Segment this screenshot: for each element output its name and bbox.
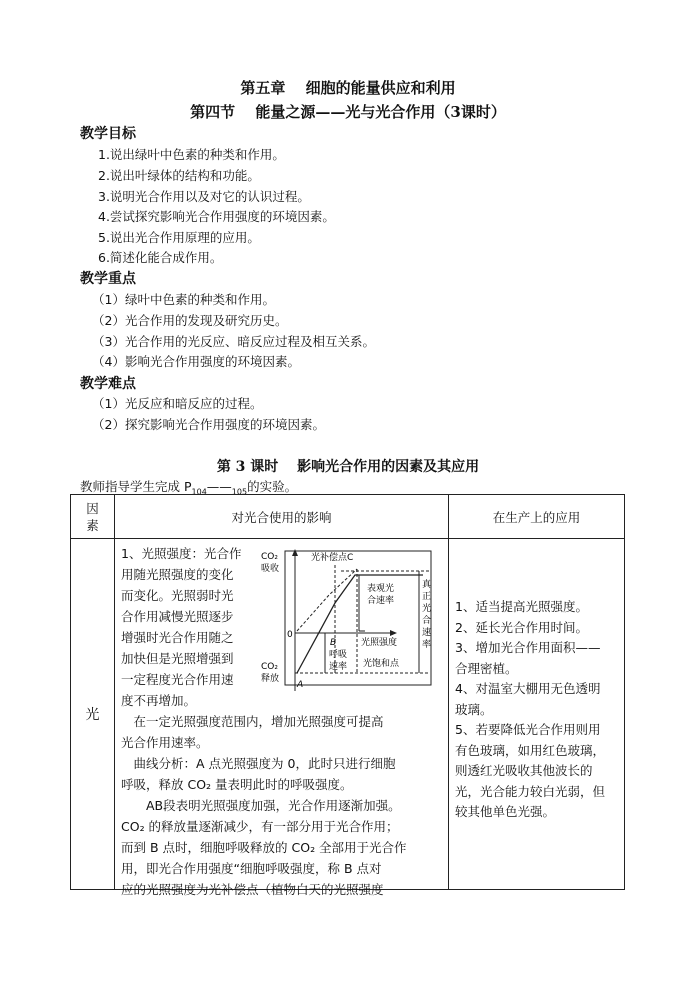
application-line: 4、对温室大棚用无色透明 bbox=[455, 681, 601, 696]
application-line: 2、延长光合作用时间。 bbox=[455, 619, 588, 635]
application-line: 则透红光吸收其他波长的 bbox=[455, 763, 593, 778]
effect-line: 光合作用速率。 bbox=[121, 735, 209, 750]
key-point-item: （1）绿叶中色素的种类和作用。 bbox=[92, 292, 275, 307]
effect-line: 应的光照强度为光补偿点（植物白天的光照强度 bbox=[121, 882, 384, 897]
section-title: 第四节 能量之源——光与光合作用（3课时） bbox=[190, 103, 506, 121]
effect-intro-line: 度不再增加。 bbox=[121, 693, 197, 708]
true-rate-char: 真 bbox=[422, 580, 432, 590]
origin-label: 0 bbox=[287, 630, 293, 640]
intro-page-start: 104 bbox=[191, 487, 207, 497]
y-axis-arrow bbox=[292, 549, 298, 556]
goal-item: 6.简述化能合成作用。 bbox=[98, 250, 223, 265]
effect-intro-line: 合作用减慢光照逐步 bbox=[121, 609, 234, 624]
net-rate-curve bbox=[297, 575, 423, 673]
key-points-heading: 教学重点 bbox=[80, 271, 136, 287]
key-point-item: （3）光合作用的光反应、暗反应过程及相互关系。 bbox=[92, 334, 375, 349]
effect-intro-line: 用随光照强度的变化 bbox=[121, 567, 234, 582]
x-axis-label: 光照强度 bbox=[361, 638, 398, 648]
true-rate-char: 光 bbox=[422, 604, 432, 614]
application-line: 玻璃。 bbox=[455, 701, 493, 717]
application-line: 3、增加光合作用面积—— bbox=[455, 640, 601, 655]
factor-cell: 光 bbox=[71, 539, 115, 890]
application-line: 较其他单色光强。 bbox=[455, 804, 556, 819]
application-cell bbox=[449, 539, 625, 890]
goals-heading: 教学目标 bbox=[80, 126, 136, 142]
goal-item: 5.说出光合作用原理的应用。 bbox=[98, 230, 260, 245]
goal-item: 2.说出叶绿体的结构和功能。 bbox=[98, 168, 260, 183]
effect-intro-line: 而变化。光照弱时光 bbox=[121, 588, 234, 603]
application-line: 有色玻璃，如用红色玻璃， bbox=[455, 742, 606, 758]
x-axis-arrow bbox=[390, 630, 397, 636]
table-header-row bbox=[71, 495, 625, 539]
effect-analysis bbox=[121, 711, 407, 900]
effect-line: AB段表明光照强度加强，光合作用逐渐加强。 bbox=[121, 798, 401, 813]
intro-suffix: 的实验。 bbox=[247, 479, 298, 494]
effect-line: 曲线分析：A 点光照强度为 0，此时只进行细胞 bbox=[121, 756, 396, 771]
apparent-rate-line2: 合速率 bbox=[367, 596, 395, 606]
lesson-title: 第 3 课时 影响光合作用的因素及其应用 bbox=[216, 459, 480, 475]
application-line: 光，光合能力较白光弱，但 bbox=[455, 783, 606, 799]
effect-intro-line: 加快但是光照增强到 bbox=[121, 651, 234, 666]
goal-item: 3.说明光合作用以及对它的认识过程。 bbox=[98, 189, 310, 204]
light-intensity-graph bbox=[259, 545, 447, 695]
y-bottom-label-co2: CO₂ bbox=[261, 662, 278, 672]
key-point-item: （2）光合作用的发现及研究历史。 bbox=[92, 313, 288, 328]
true-rate-char: 合 bbox=[422, 616, 432, 626]
effect-line: 在一定光照强度范围内，增加光照强度可提高 bbox=[121, 714, 384, 729]
point-a-label: A bbox=[297, 680, 304, 690]
goal-item: 1.说出绿叶中色素的种类和作用。 bbox=[98, 147, 285, 162]
header-factor bbox=[71, 495, 115, 539]
factor-table bbox=[70, 494, 625, 897]
point-c-label: 光补偿点C bbox=[311, 553, 354, 563]
header-application: 在生产上的应用 bbox=[449, 495, 625, 539]
respiration-label-1: 呼吸 bbox=[329, 650, 348, 660]
effect-line: CO₂ 的释放量逐渐减少，有一部分用于光合作用； bbox=[121, 819, 399, 834]
intro-page-end: 105 bbox=[231, 487, 248, 497]
y-top-label-co2: CO₂ bbox=[261, 552, 278, 562]
effect-line: 而到 B 点时，细胞呼吸释放的 CO₂ 全部用于光合作 bbox=[121, 840, 407, 855]
gross-rate-curve bbox=[297, 569, 357, 631]
y-top-label-absorb: 吸收 bbox=[261, 564, 280, 574]
header-factor-text: 因素 bbox=[86, 500, 99, 533]
effect-intro-line: 一定程度光合作用速 bbox=[121, 672, 234, 687]
intro-prefix: 教师指导学生完成 P bbox=[80, 479, 192, 494]
table-row bbox=[71, 539, 625, 890]
application-line: 5、若要降低光合作用则用 bbox=[455, 722, 601, 737]
chapter-title: 第五章 细胞的能量供应和利用 bbox=[240, 79, 456, 97]
effect-line: 用，即光合作用强度“细胞呼吸强度，称 B 点对 bbox=[121, 861, 382, 876]
effect-cell bbox=[115, 539, 449, 897]
application-line: 1、适当提高光照强度。 bbox=[455, 599, 588, 614]
effect-line: 呼吸，释放 CO₂ 量表明此时的呼吸强度。 bbox=[121, 777, 353, 792]
difficulties-heading: 教学难点 bbox=[80, 376, 136, 392]
apparent-rate-line1: 表观光 bbox=[367, 584, 395, 594]
true-rate-char: 速 bbox=[422, 628, 432, 638]
application-line: 合理密植。 bbox=[455, 660, 518, 676]
respiration-label-2: 速率 bbox=[329, 662, 348, 672]
point-b-label: B bbox=[330, 638, 337, 648]
header-effect: 对光合使用的影响 bbox=[115, 495, 449, 539]
intro-dash: —— bbox=[206, 479, 232, 494]
effect-intro-line: 增强时光合作用随之 bbox=[121, 630, 234, 645]
true-rate-char: 正 bbox=[422, 592, 432, 602]
difficulty-item: （2）探究影响光合作用强度的环境因素。 bbox=[92, 417, 325, 432]
difficulty-item: （1）光反应和暗反应的过程。 bbox=[92, 396, 263, 411]
saturation-label: 光饱和点 bbox=[363, 659, 400, 669]
effect-intro bbox=[121, 543, 241, 711]
effect-intro-line: 1、光照强度：光合作 bbox=[121, 546, 242, 561]
true-rate-char: 率 bbox=[422, 640, 432, 650]
y-bottom-label-release: 释放 bbox=[261, 674, 280, 684]
goal-item: 4.尝试探究影响光合作用强度的环境因素。 bbox=[98, 209, 335, 224]
key-point-item: （4）影响光合作用强度的环境因素。 bbox=[92, 354, 300, 369]
